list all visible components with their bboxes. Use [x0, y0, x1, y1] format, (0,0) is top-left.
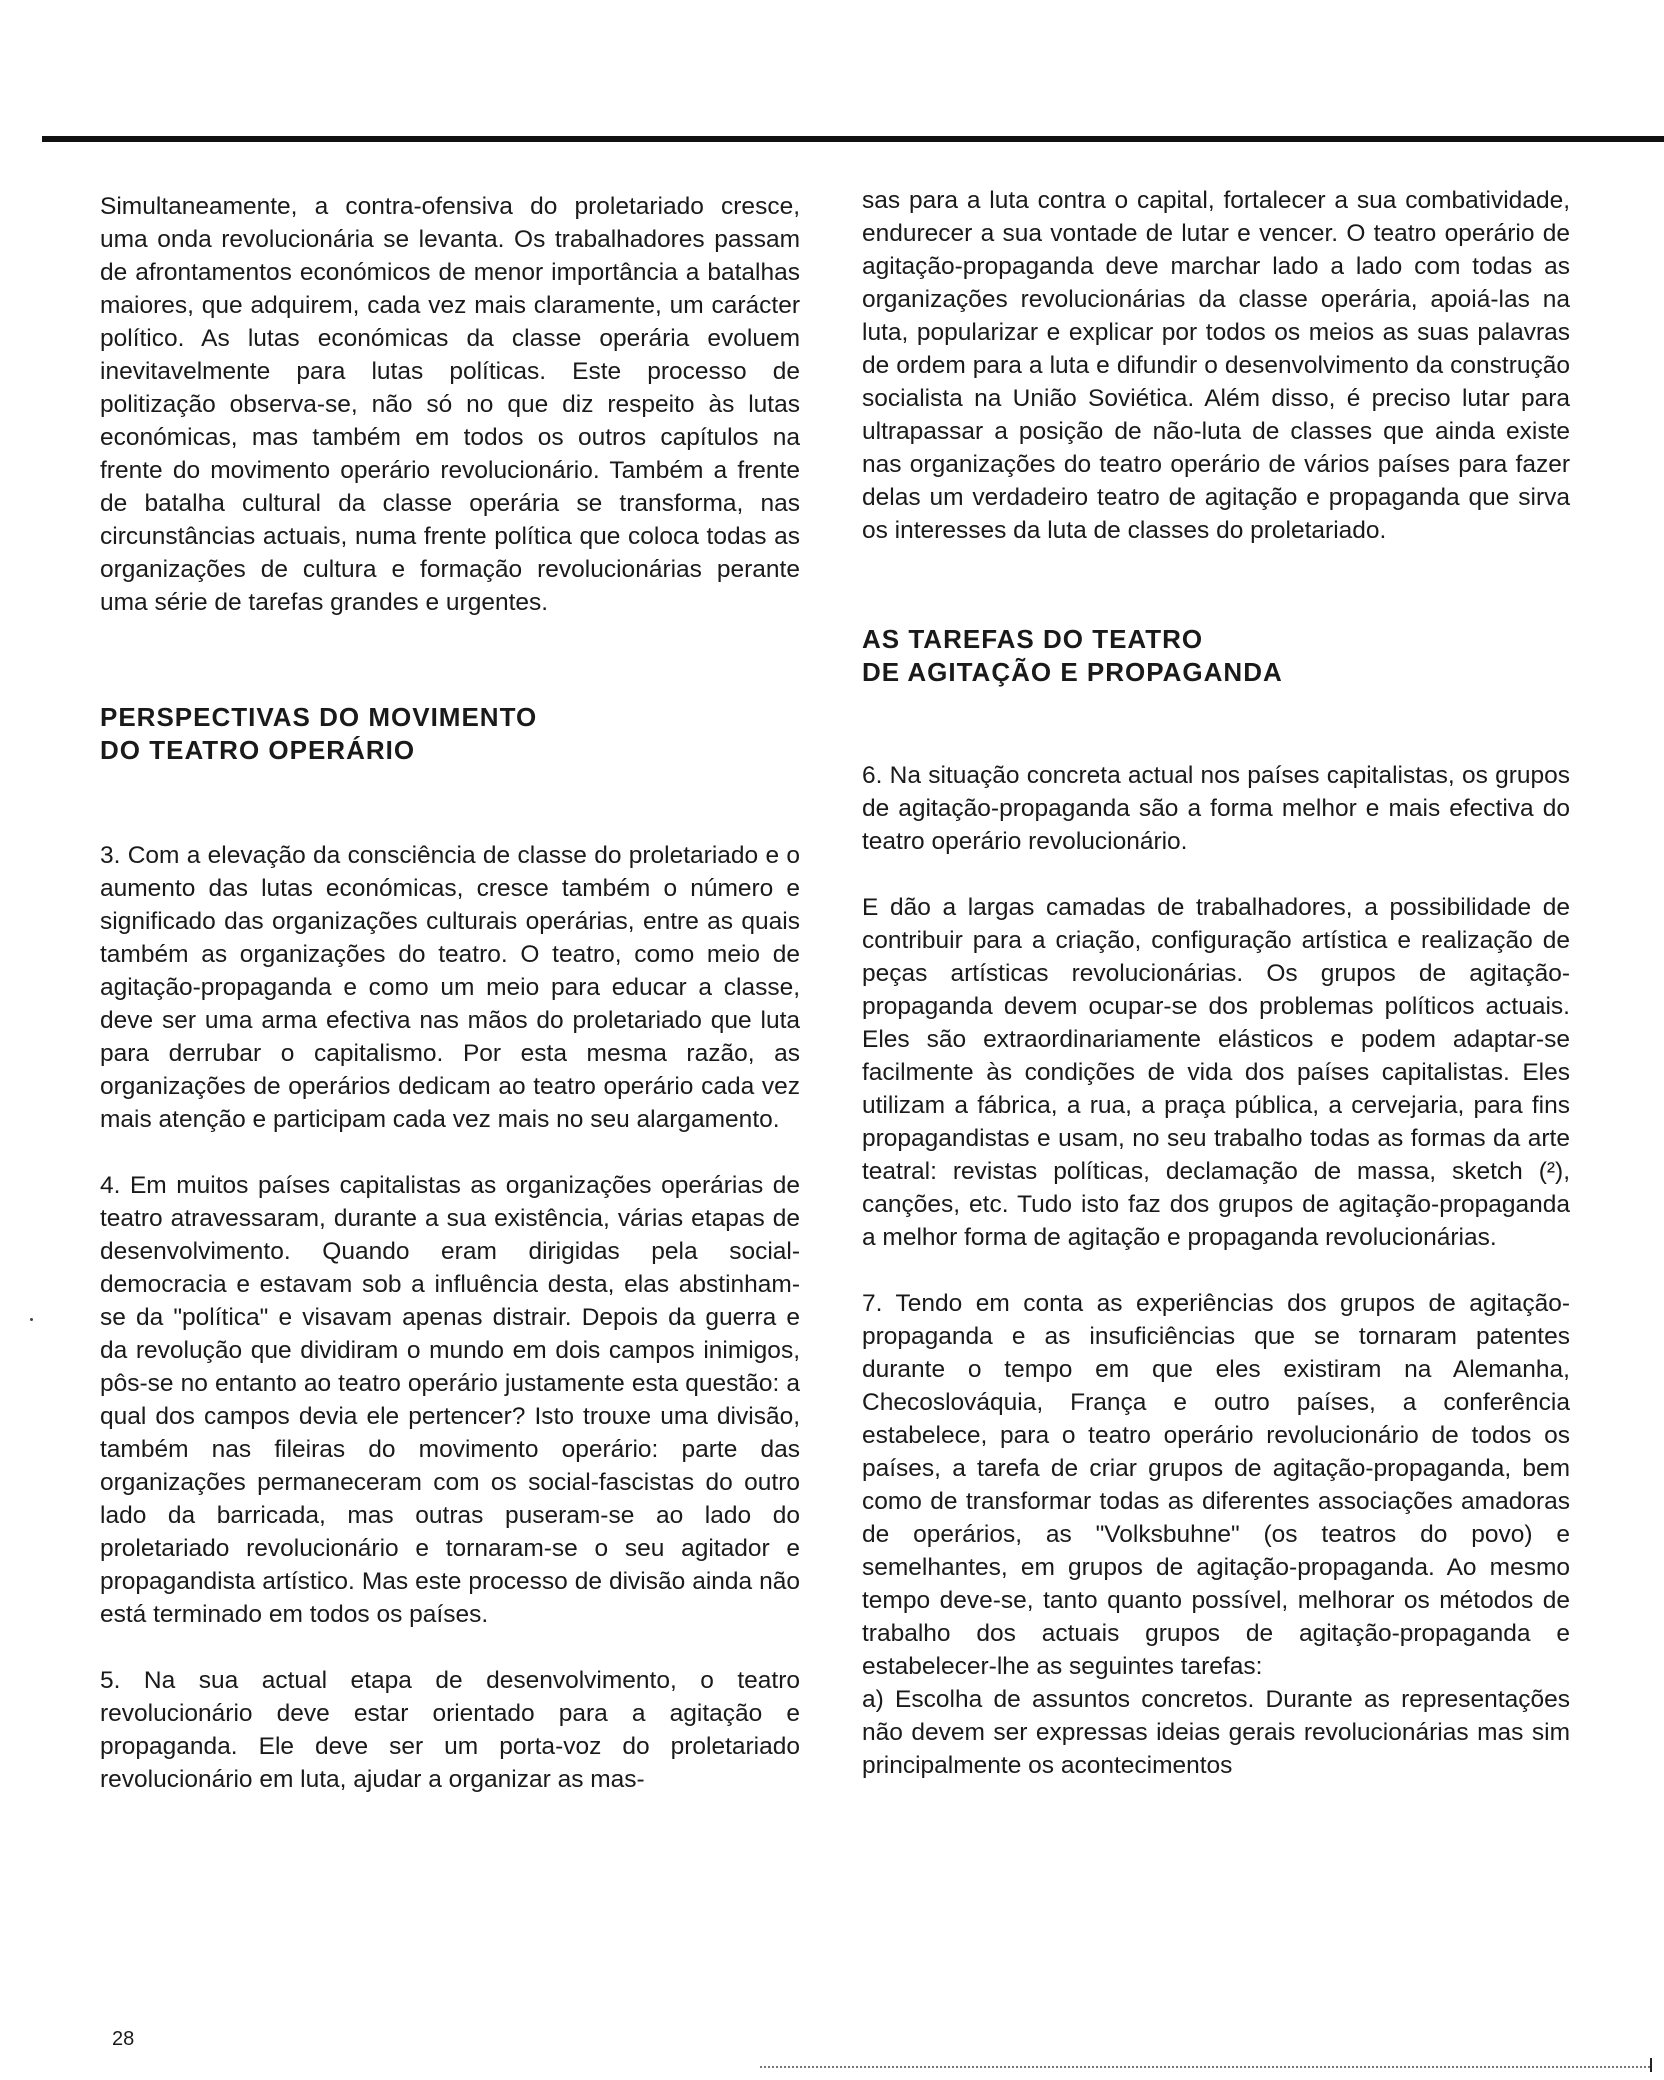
top-rule — [42, 136, 1664, 142]
paragraph-5: 5. Na sua actual etapa de desenvolvimento, o teatro revolucionário deve estar orientado para a agitação e propaganda. Ele deve ser um porta-voz do proletariado revolucionário em luta, ajudar a organizar as mas- — [100, 1667, 800, 1793]
heading-line: DO TEATRO OPERÁRIO — [100, 735, 416, 765]
intro-paragraph: Simultaneamente, a contra-ofensiva do proletariado cresce, uma onda revolucionária se levanta. Os trabalhadores passam de afrontamentos económicos de menor importância a batalhas maiores, que adquirem, cada vez mais claramente, um carácter político. As lutas económicas da classe operária evoluem inevitavelmente para lutas políticas. Este processo de politização observa-se, não só no que diz respeito às lutas económicas, mas também em todos os outros capítulos na frente do movimento operário revolucionário. Também a frente de batalha cultural da classe operária se transforma, nas circunstâncias actuais, numa frente política que coloca todas as organizações de cultura e formação revolucionárias perante uma série de tarefas grandes e urgentes. — [100, 193, 800, 616]
section-heading-perspectivas — [100, 701, 800, 767]
continuation-paragraph: sas para a luta contra o capital, fortalecer a sua combatividade, endurecer a sua vontade de lutar e vencer. O teatro operário de agitação-propaganda deve marchar lado a lado com todas as organizações revolucionárias da classe operária, apoiá-las na luta, popularizar e explicar por todos os meios as suas palavras de ordem para a luta e difundir o desenvolvimento da construção socialista na União Soviética. Além disso, é preciso lutar para ultrapassar a posição de não-luta de classes que ainda existe nas organizações do teatro operário de vários países para fazer delas um verdadeiro teatro de agitação e propaganda que sirva os interesses da luta de classes do proletariado. — [862, 187, 1570, 544]
section-heading-tarefas — [862, 623, 1570, 689]
paragraph-7: 7. Tendo em conta as experiências dos grupos de agitação-propaganda e as insuficiências que se tornaram patentes durante o tempo em que eles existiram na Alemanha, Checoslováquia, França e outro países, a conferência estabelece, para o teatro operário revolucionário de todos os países, a tarefa de criar grupos de agitação-propaganda, bem como de transformar todas as diferentes associações amadoras de operários, as "Volksbuhne" (os teatros do povo) e semelhantes, em grupos de agitação-propaganda. Ao mesmo tempo deve-se, tanto quanto possível, melhorar os métodos de trabalho dos actuais grupos de agitação-propaganda e estabelecer-lhe as seguintes tarefas: — [862, 1290, 1570, 1680]
corner-mark — [1650, 2058, 1652, 2072]
right-column — [862, 184, 1570, 1782]
page-number: 28 — [112, 2028, 135, 2050]
paragraph-7a: a) Escolha de assuntos concretos. Durante as representações não devem ser expressas ideias gerais revolucionárias mas sim principalmente os acontecimentos — [862, 1686, 1570, 1779]
heading-line: AS TAREFAS DO TEATRO — [862, 624, 1204, 654]
left-column — [100, 190, 800, 1796]
bottom-scan-dots — [760, 2066, 1650, 2070]
heading-line: DE AGITAÇÃO E PROPAGANDA — [862, 657, 1283, 687]
paragraph-3: 3. Com a elevação da consciência de classe do proletariado e o aumento das lutas económicas, cresce também o número e significado das organizações culturais operárias, entre as quais também as organizações do teatro. O teatro, como meio de agitação-propaganda e como um meio para educar a classe, deve ser uma arma efectiva nas mãos do proletariado que luta para derrubar o capitalismo. Por esta mesma razão, as organizações de operários dedicam ao teatro operário cada vez mais atenção e participam cada vez mais no seu alargamento. — [100, 842, 800, 1133]
paragraph-6b: E dão a largas camadas de trabalhadores, a possibilidade de contribuir para a criação, configuração artística e realização de peças artísticas revolucionárias. Os grupos de agitação-propaganda devem ocupar-se dos problemas políticos actuais. Eles são extraordinariamente elásticos e podem adaptar-se facilmente às condições de vida dos países capitalistas. Eles utilizam a fábrica, a rua, a praça pública, a cervejaria, para fins propagandistas e usam, no seu trabalho todas as formas da arte teatral: revistas políticas, declamação de massa, sketch (²), canções, etc. Tudo isto faz dos grupos de agitação-propaganda a melhor forma de agitação e propaganda revolucionárias. — [862, 894, 1570, 1251]
margin-mark — [30, 1318, 33, 1321]
paragraph-4: 4. Em muitos países capitalistas as organizações operárias de teatro atravessaram, durante a sua existência, várias etapas de desenvolvimento. Quando eram dirigidas pela social-democracia e estavam sob a influência desta, elas abstinham-se da "política" e visavam apenas distrair. Depois da guerra e da revolução que dividiram o mundo em dois campos inimigos, pôs-se no entanto ao teatro operário justamente esta questão: a qual dos campos devia ele pertencer? Isto trouxe uma divisão, também nas fileiras do movimento operário: parte das organizações permaneceram com os social-fascistas do outro lado da barricada, mas outras puseram-se ao lado do proletariado revolucionário e tornaram-se o seu agitador e propagandista artístico. Mas este processo de divisão ainda não está terminado em todos os países. — [100, 1172, 800, 1628]
heading-line: PERSPECTIVAS DO MOVIMENTO — [100, 702, 538, 732]
paragraph-6: 6. Na situação concreta actual nos países capitalistas, os grupos de agitação-propaganda são a forma melhor e mais efectiva do teatro operário revolucionário. — [862, 762, 1570, 855]
